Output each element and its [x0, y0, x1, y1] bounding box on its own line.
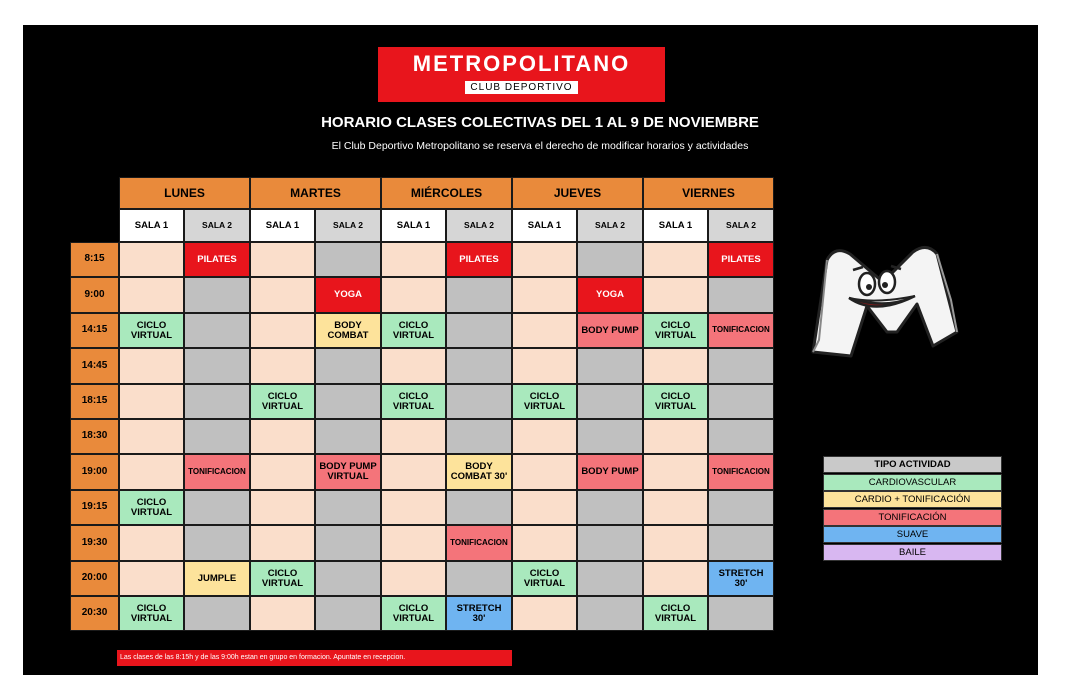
empty-slot: [643, 348, 708, 384]
empty-slot: [119, 454, 184, 490]
footer-note: Las clases de las 8:15h y de las 9:00h estan en grupo en formacion. Apuntate en recepcion.: [117, 650, 512, 666]
empty-slot: [315, 490, 381, 525]
class-slot: BODY COMBAT 30': [446, 454, 512, 490]
class-slot: PILATES: [184, 242, 250, 277]
empty-slot: [643, 561, 708, 596]
empty-slot: [250, 454, 315, 490]
class-slot: CICLO VIRTUAL: [250, 384, 315, 419]
empty-slot: [250, 596, 315, 631]
empty-slot: [250, 348, 315, 384]
room-header: SALA 1: [643, 209, 708, 242]
empty-slot: [119, 384, 184, 419]
empty-slot: [577, 348, 643, 384]
empty-slot: [250, 313, 315, 348]
empty-slot: [119, 419, 184, 454]
empty-slot: [708, 419, 774, 454]
time-slot: 20:00: [70, 561, 119, 596]
room-header: SALA 1: [381, 209, 446, 242]
class-slot: CICLO VIRTUAL: [381, 596, 446, 631]
legend-item: CARDIOVASCULAR: [823, 474, 1002, 491]
room-header: SALA 2: [315, 209, 381, 242]
class-slot: TONIFICACION: [708, 454, 774, 490]
empty-slot: [381, 490, 446, 525]
empty-slot: [381, 525, 446, 561]
class-slot: CICLO VIRTUAL: [643, 596, 708, 631]
club-logo: [378, 47, 665, 102]
time-slot: 18:30: [70, 419, 119, 454]
empty-slot: [250, 419, 315, 454]
empty-slot: [577, 525, 643, 561]
room-header: SALA 2: [708, 209, 774, 242]
empty-slot: [643, 454, 708, 490]
empty-slot: [381, 242, 446, 277]
empty-slot: [577, 242, 643, 277]
time-slot: 14:45: [70, 348, 119, 384]
empty-slot: [708, 596, 774, 631]
logo-name: METROPOLITANO: [412, 51, 631, 76]
empty-slot: [643, 242, 708, 277]
empty-slot: [315, 419, 381, 454]
empty-slot: [708, 490, 774, 525]
class-slot: YOGA: [315, 277, 381, 313]
empty-slot: [250, 242, 315, 277]
empty-slot: [184, 596, 250, 631]
empty-slot: [446, 348, 512, 384]
empty-slot: [446, 277, 512, 313]
class-slot: TONIFICACION: [708, 313, 774, 348]
legend-item: TONIFICACIÓN: [823, 509, 1002, 526]
time-slot: 8:15: [70, 242, 119, 277]
class-slot: PILATES: [446, 242, 512, 277]
empty-slot: [315, 348, 381, 384]
empty-slot: [577, 419, 643, 454]
empty-slot: [577, 384, 643, 419]
class-slot: TONIFICACION: [184, 454, 250, 490]
day-header: JUEVES: [512, 177, 643, 209]
smiling-m-mascot-icon: [805, 240, 970, 365]
room-header: SALA 1: [512, 209, 577, 242]
empty-slot: [577, 596, 643, 631]
empty-slot: [446, 419, 512, 454]
empty-slot: [512, 454, 577, 490]
class-slot: CICLO VIRTUAL: [512, 561, 577, 596]
page-subtitle: El Club Deportivo Metropolitano se reserva el derecho de modificar horarios y actividades: [331, 140, 749, 152]
empty-slot: [512, 490, 577, 525]
time-slot: 18:15: [70, 384, 119, 419]
time-slot: 9:00: [70, 277, 119, 313]
legend-header: TIPO ACTIVIDAD: [823, 456, 1002, 473]
class-slot: CICLO VIRTUAL: [119, 490, 184, 525]
empty-slot: [315, 561, 381, 596]
class-slot: PILATES: [708, 242, 774, 277]
empty-slot: [184, 313, 250, 348]
empty-slot: [708, 277, 774, 313]
empty-slot: [315, 242, 381, 277]
empty-slot: [446, 561, 512, 596]
room-header: SALA 1: [119, 209, 184, 242]
class-slot: JUMPLE: [184, 561, 250, 596]
room-header: SALA 2: [446, 209, 512, 242]
empty-slot: [184, 277, 250, 313]
class-slot: CICLO VIRTUAL: [643, 313, 708, 348]
empty-slot: [184, 348, 250, 384]
time-slot: 20:30: [70, 596, 119, 631]
empty-slot: [381, 419, 446, 454]
empty-slot: [250, 490, 315, 525]
empty-slot: [119, 525, 184, 561]
empty-slot: [512, 277, 577, 313]
empty-slot: [315, 525, 381, 561]
class-slot: STRETCH 30': [446, 596, 512, 631]
legend-item: CARDIO + TONIFICACIÓN: [823, 491, 1002, 508]
legend-item: SUAVE: [823, 526, 1002, 543]
time-slot: 14:15: [70, 313, 119, 348]
day-header: MARTES: [250, 177, 381, 209]
class-slot: TONIFICACION: [446, 525, 512, 561]
empty-slot: [446, 313, 512, 348]
empty-slot: [381, 561, 446, 596]
empty-slot: [512, 348, 577, 384]
class-slot: CICLO VIRTUAL: [119, 596, 184, 631]
class-slot: CICLO VIRTUAL: [250, 561, 315, 596]
day-header: VIERNES: [643, 177, 774, 209]
time-slot: 19:15: [70, 490, 119, 525]
empty-slot: [184, 525, 250, 561]
empty-slot: [315, 384, 381, 419]
empty-slot: [119, 348, 184, 384]
time-slot: 19:00: [70, 454, 119, 490]
class-slot: CICLO VIRTUAL: [119, 313, 184, 348]
empty-slot: [446, 384, 512, 419]
day-header: MIÉRCOLES: [381, 177, 512, 209]
empty-slot: [184, 490, 250, 525]
empty-slot: [708, 384, 774, 419]
day-header: LUNES: [119, 177, 250, 209]
class-slot: CICLO VIRTUAL: [643, 384, 708, 419]
empty-slot: [577, 561, 643, 596]
logo-subtitle: CLUB DEPORTIVO: [465, 81, 577, 94]
empty-slot: [577, 490, 643, 525]
page-title: HORARIO CLASES COLECTIVAS DEL 1 AL 9 DE NOVIEMBRE: [321, 114, 759, 131]
empty-slot: [315, 596, 381, 631]
class-slot: STRETCH 30': [708, 561, 774, 596]
empty-slot: [643, 490, 708, 525]
class-slot: BODY PUMP: [577, 313, 643, 348]
empty-slot: [250, 277, 315, 313]
class-slot: YOGA: [577, 277, 643, 313]
empty-slot: [119, 242, 184, 277]
empty-slot: [119, 277, 184, 313]
empty-slot: [643, 419, 708, 454]
empty-slot: [381, 277, 446, 313]
room-header: SALA 1: [250, 209, 315, 242]
class-slot: BODY PUMP: [577, 454, 643, 490]
empty-slot: [512, 525, 577, 561]
empty-slot: [512, 242, 577, 277]
empty-slot: [512, 419, 577, 454]
class-slot: BODY COMBAT: [315, 313, 381, 348]
empty-slot: [119, 561, 184, 596]
class-slot: CICLO VIRTUAL: [512, 384, 577, 419]
empty-slot: [708, 525, 774, 561]
class-slot: CICLO VIRTUAL: [381, 384, 446, 419]
empty-slot: [446, 490, 512, 525]
empty-slot: [184, 384, 250, 419]
empty-slot: [184, 419, 250, 454]
room-header: SALA 2: [577, 209, 643, 242]
time-slot: 19:30: [70, 525, 119, 561]
empty-slot: [643, 277, 708, 313]
empty-slot: [512, 596, 577, 631]
empty-slot: [512, 313, 577, 348]
empty-slot: [381, 348, 446, 384]
empty-slot: [708, 348, 774, 384]
empty-slot: [643, 525, 708, 561]
empty-slot: [250, 525, 315, 561]
empty-slot: [381, 454, 446, 490]
class-slot: CICLO VIRTUAL: [381, 313, 446, 348]
legend-item: BAILE: [823, 544, 1002, 561]
class-slot: BODY PUMP VIRTUAL: [315, 454, 381, 490]
room-header: SALA 2: [184, 209, 250, 242]
